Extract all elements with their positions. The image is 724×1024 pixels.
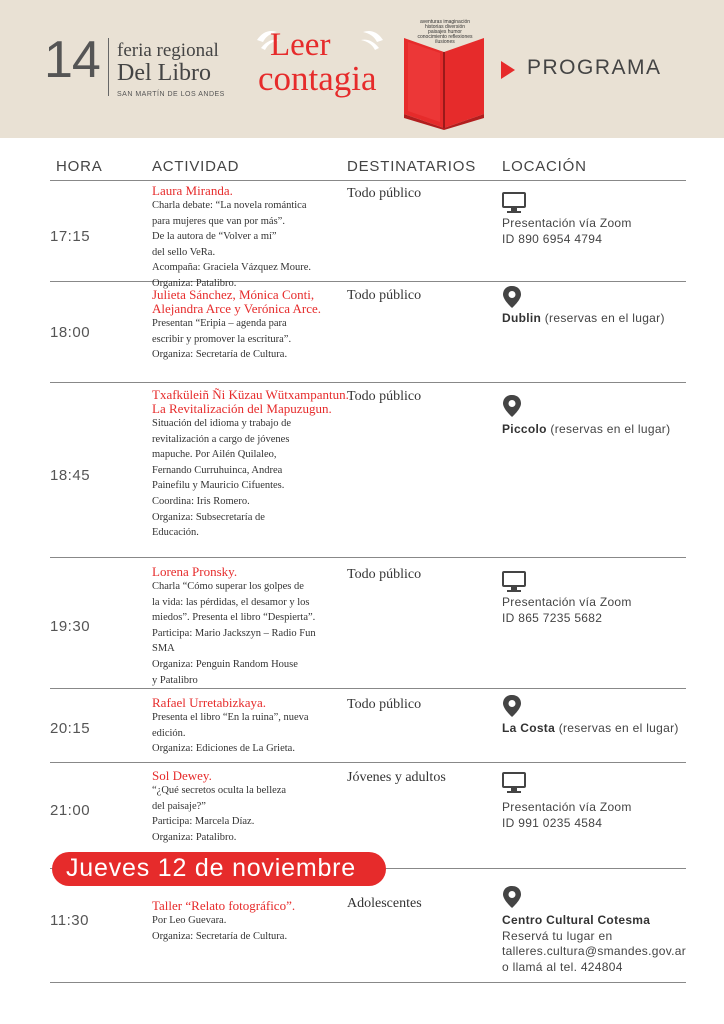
row-audience: Todo público <box>347 186 422 201</box>
activity-detail: Educación. <box>152 527 199 539</box>
row-audience: Todo público <box>347 389 422 404</box>
row-location <box>502 913 692 975</box>
row-divider <box>50 281 686 282</box>
row-location <box>502 721 692 737</box>
feria-line3: SAN MARTÍN DE LOS ANDES <box>117 91 225 98</box>
row-time: 17:15 <box>50 228 91 245</box>
activity-detail: del sello VeRa. <box>152 246 216 258</box>
activity-detail: miedos”. Presenta el libro “Despierta”. <box>152 612 316 624</box>
row-time: 20:15 <box>50 720 91 737</box>
activity-title: Txafküleiñ Ñi Küzau Wütxampantun. La Revitalización del Mapuzugun. <box>152 387 349 416</box>
activity-detail: Organiza: Ediciones de La Grieta. <box>152 743 295 755</box>
row-divider <box>50 180 686 181</box>
location-line: ID 991 0235 4584 <box>502 815 603 830</box>
row-time: 11:30 <box>50 912 89 929</box>
play-arrow-icon <box>500 60 516 80</box>
activity-detail: para mujeres que van por más”. <box>152 215 285 227</box>
row-time: 18:45 <box>50 467 91 484</box>
location-line: Reservá tu lugar en <box>502 928 613 943</box>
logo-word-cloud <box>410 20 480 45</box>
map-pin-icon <box>502 885 522 909</box>
row-time: 19:30 <box>50 618 91 635</box>
activity-title: Sol Dewey. <box>152 768 212 783</box>
header-divider <box>108 38 109 96</box>
location-line: talleres.cultura@smandes.gov.ar <box>502 944 687 958</box>
location-line: ID 890 6954 4794 <box>502 231 603 246</box>
logo-word-leer: Leer <box>270 27 331 63</box>
map-pin-icon <box>502 285 522 309</box>
row-divider <box>50 382 686 383</box>
logo-word-cloud-line: paisajes humor <box>428 29 462 35</box>
activity-detail: Organiza: Patalibro. <box>152 831 237 843</box>
location-name: La Costa <box>502 721 556 735</box>
activity-detail: la vida: las pérdidas, el desamor y los <box>152 596 310 608</box>
row-audience: Todo público <box>347 288 422 303</box>
activity-title: Laura Miranda. <box>152 183 233 198</box>
activity-detail: Organiza: Subsecretaría de <box>152 511 265 523</box>
row-audience: Todo público <box>347 697 422 712</box>
activity-title: Lorena Pronsky. <box>152 564 238 579</box>
row-activity <box>152 899 347 944</box>
activity-detail: Organiza: Secretaría de Cultura. <box>152 930 288 942</box>
activity-detail: De la autora de “Volver a mí” <box>152 231 277 243</box>
location-name: Centro Cultural Cotesma <box>502 913 651 927</box>
column-header-actividad: ACTIVIDAD <box>152 158 240 175</box>
activity-detail: Charla “Cómo superar los golpes de <box>152 581 304 592</box>
activity-detail: revitalización a cargo de jóvenes <box>152 433 290 445</box>
row-activity <box>152 388 352 541</box>
column-header-locacion: LOCACIÓN <box>502 158 587 175</box>
activity-detail: escribir y promover la escritura”. <box>152 333 292 345</box>
column-header-hora: HORA <box>56 158 103 175</box>
location-name: Piccolo <box>502 422 547 436</box>
column-header-destinatarios: DESTINATARIOS <box>347 158 477 175</box>
activity-detail: Por Leo Guevara. <box>152 915 227 926</box>
activity-detail: “¿Qué secretos oculta la belleza <box>152 785 287 796</box>
activity-detail: edición. <box>152 727 186 739</box>
activity-detail: Organiza: Patalibro. <box>152 277 237 289</box>
logo-word-cloud-line: historias diversión <box>424 24 466 30</box>
activity-detail: Organiza: Secretaría de Cultura. <box>152 349 288 361</box>
activity-detail: Charla debate: “La novela romántica <box>152 200 307 211</box>
activity-detail: Acompaña: Graciela Vázquez Moure. <box>152 262 311 274</box>
row-audience: Jóvenes y adultos <box>347 770 446 785</box>
monitor-icon <box>502 772 526 794</box>
row-location <box>502 311 692 327</box>
row-location <box>502 422 692 438</box>
activity-title: Julieta Sánchez, Mónica Conti, Alejandra Arce y Verónica Arce. <box>152 287 322 316</box>
monitor-icon <box>502 192 526 214</box>
row-time: 21:00 <box>50 802 91 819</box>
row-activity <box>152 696 347 757</box>
location-line: Presentación vía Zoom <box>502 800 632 814</box>
logo-word-cloud-line: aventuras imaginación <box>419 19 471 25</box>
activity-title: Taller “Relato fotográfico”. <box>152 898 296 913</box>
edition-number: 14 <box>44 31 100 89</box>
activity-detail: Painefilu y Mauricio Cifuentes. <box>152 480 285 492</box>
location-line: o llamá al tel. 424804 <box>502 959 623 974</box>
logo-word-cloud-line: ilusiones <box>435 39 455 45</box>
row-divider <box>50 557 686 558</box>
monitor-icon <box>502 571 526 593</box>
row-location <box>502 800 692 831</box>
row-location <box>502 595 692 626</box>
row-audience: Adolescentes <box>347 896 422 911</box>
feria-line1: feria regional <box>117 40 219 61</box>
activity-detail: mapuche. Por Ailén Quilaleo, <box>152 449 277 461</box>
activity-detail: Fernando Curruhuinca, Andrea <box>152 464 283 476</box>
row-time: 18:00 <box>50 324 91 341</box>
location-note: (reservas en el lugar) <box>541 311 665 325</box>
row-divider <box>50 688 686 689</box>
row-activity <box>152 288 322 363</box>
activity-detail: Organiza: Penguin Random House <box>152 658 298 670</box>
day-banner-label: Jueves 12 de noviembre <box>66 854 356 882</box>
row-divider <box>50 762 686 763</box>
activity-detail: Presentan “Eripia – agenda para <box>152 318 287 329</box>
activity-detail: Coordina: Iris Romero. <box>152 495 250 507</box>
map-pin-icon <box>502 694 522 718</box>
location-line: ID 865 7235 5682 <box>502 610 603 625</box>
activity-detail: y Patalibro <box>152 674 198 686</box>
header-band <box>0 0 724 138</box>
activity-detail: Participa: Marcela Díaz. <box>152 816 255 828</box>
row-activity <box>152 565 347 688</box>
activity-detail: Participa: Mario Jackszyn – Radio Fun <box>152 627 316 639</box>
activity-title: Rafael Urretabizkaya. <box>152 695 267 710</box>
location-note: (reservas en el lugar) <box>546 422 671 436</box>
activity-detail: Situación del idioma y trabajo de <box>152 418 292 429</box>
activity-detail: SMA <box>152 643 175 655</box>
location-line: Presentación vía Zoom <box>502 216 632 230</box>
row-audience: Todo público <box>347 567 422 582</box>
logo-word-contagia: contagia <box>258 59 377 98</box>
location-note: (reservas en el lugar) <box>555 721 679 735</box>
feria-line2: Del Libro <box>117 60 211 86</box>
row-activity <box>152 769 347 845</box>
row-activity <box>152 184 347 292</box>
row-location <box>502 216 692 247</box>
activity-detail: del paisaje?” <box>152 800 206 812</box>
location-name: Dublin <box>502 311 542 325</box>
day-banner <box>52 852 386 886</box>
map-pin-icon <box>502 394 522 418</box>
row-divider <box>50 982 686 983</box>
location-line: Presentación vía Zoom <box>502 595 632 609</box>
section-label: PROGRAMA <box>527 56 662 79</box>
activity-detail: Presenta el libro “En la ruina”, nueva <box>152 712 309 723</box>
logo-word-cloud-line: conocimiento reflexiones <box>417 34 473 40</box>
